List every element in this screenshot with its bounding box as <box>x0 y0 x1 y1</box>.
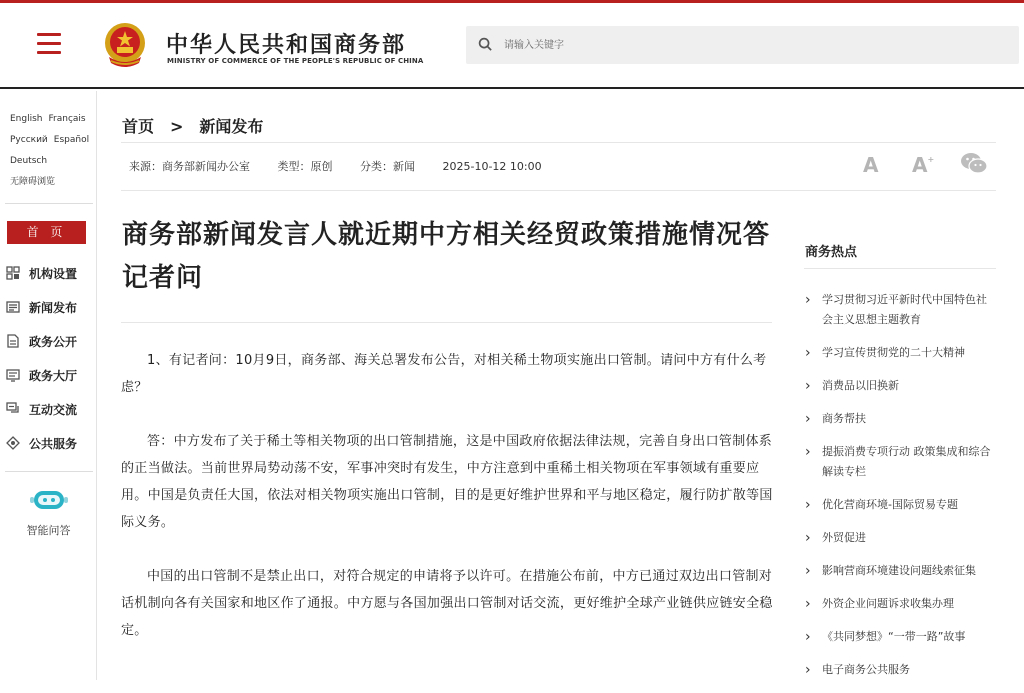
service-icon <box>6 436 20 450</box>
hot-topic-link[interactable]: › 优化营商环境-国际贸易专题 <box>805 495 995 515</box>
divider <box>804 268 996 269</box>
hot-topic-link[interactable]: › 商务帮扶 <box>805 409 995 429</box>
breadcrumb <box>122 114 263 137</box>
hall-icon <box>6 368 20 382</box>
font-plus-sign: + <box>927 155 935 165</box>
sidebar-item-label: 政务公开 <box>29 334 78 349</box>
breadcrumb-current[interactable]: 新闻发布 <box>199 117 264 136</box>
sidebar-item-label: 互动交流 <box>29 402 78 417</box>
meta-source: 来源：商务部新闻办公室 <box>129 160 250 173</box>
divider <box>5 471 93 472</box>
article-body <box>121 347 776 671</box>
hot-topics-list <box>805 290 995 693</box>
divider <box>121 322 772 323</box>
language-links <box>10 109 94 193</box>
sidebar-item-affairs[interactable] <box>6 324 94 358</box>
sidebar-item-interact[interactable] <box>6 392 94 426</box>
font-large-letter: A <box>912 153 928 177</box>
divider <box>121 190 996 191</box>
national-emblem-icon[interactable] <box>101 21 149 69</box>
article-paragraph: 中国的出口管制不是禁止出口，对符合规定的申请将予以许可。在措施公布前，中方已通过双边出口管制对话机制向各有关国家和地区作了通报。中方愿与各国加强出口管制对话交流，更好维护全球产业链供应链安全稳定。 <box>121 569 773 638</box>
hot-topic-link[interactable]: › 电子商务公共服务 <box>805 660 995 680</box>
sidebar-item-hall[interactable] <box>6 358 94 392</box>
lang-spanish-link[interactable]: Español <box>53 135 90 145</box>
sidebar-item-org[interactable] <box>6 256 94 290</box>
lang-french-link[interactable]: Français <box>48 114 86 124</box>
breadcrumb-separator: > <box>170 117 184 136</box>
hot-topic-link[interactable]: › 《共同梦想》“一带一路”故事 <box>805 627 995 647</box>
meta-date: 2025-10-12 10:00 <box>442 160 542 173</box>
lang-english-link[interactable]: English <box>10 114 43 124</box>
chat-icon <box>6 402 20 416</box>
sidebar-item-label: 机构设置 <box>29 266 78 281</box>
article-paragraph: 1、有记者问：10月9日，商务部、海关总署发布公告，对相关稀土物项实施出口管制。请问中方有什么考虑？ <box>121 353 767 395</box>
site-header <box>0 3 1024 89</box>
site-title-en: MINISTRY OF COMMERCE OF THE PEOPLE'S REPUBLIC OF CHINA <box>167 57 424 65</box>
breadcrumb-home-link[interactable]: 首页 <box>122 117 155 136</box>
lang-german-link[interactable]: Deutsch <box>10 156 48 166</box>
hot-topics-title: 商务热点 <box>805 245 858 260</box>
search-input[interactable] <box>504 35 984 55</box>
news-icon <box>6 300 20 314</box>
hot-topic-link[interactable]: › 提振消费专项行动 政策集成和综合解读专栏 <box>805 442 995 482</box>
hamburger-menu-icon[interactable] <box>37 33 61 55</box>
sidebar-item-news[interactable] <box>6 290 94 324</box>
hot-topic-link[interactable]: › 外贸促进 <box>805 528 995 548</box>
wechat-share-icon[interactable] <box>960 151 988 175</box>
search-icon[interactable] <box>478 37 493 52</box>
document-icon <box>6 334 20 348</box>
left-sidebar <box>0 91 97 680</box>
search-bar[interactable] <box>466 26 1019 64</box>
article-title: 商务部新闻发言人就近期中方相关经贸政策措施情况答记者问 <box>122 220 771 293</box>
site-title-cn[interactable]: 中华人民共和国商务部 <box>166 33 407 58</box>
hot-topic-link[interactable]: › 消费品以旧换新 <box>805 376 995 396</box>
divider <box>5 203 93 204</box>
sidebar-item-label: 公共服务 <box>29 436 78 451</box>
sidebar-item-service[interactable] <box>6 426 94 460</box>
robot-assistant-icon[interactable] <box>30 489 68 511</box>
font-size-small-button[interactable]: A <box>863 153 879 177</box>
lang-russian-link[interactable]: Русский <box>10 135 48 145</box>
meta-type: 类型：原创 <box>277 160 333 173</box>
accessibility-link[interactable]: 无障碍浏览 <box>10 177 56 187</box>
meta-category: 分类：新闻 <box>360 160 415 173</box>
hot-topic-link[interactable]: › 学习宣传贯彻党的二十大精神 <box>805 343 995 363</box>
sidebar-item-label: 政务大厅 <box>29 368 78 383</box>
hot-topic-link[interactable]: › 影响营商环境建设问题线索征集 <box>805 561 995 581</box>
font-size-large-button[interactable] <box>912 153 934 177</box>
article-paragraph: 答：中方发布了关于稀土等相关物项的出口管制措施，这是中国政府依据法律法规，完善自身出口管制体系的正当做法。当前世界局势动荡不安，军事冲突时有发生，中方注意到中重稀土相关物项在军事领域有重要应用。中国是负责任大国，依法对相关物项实施出口管制，目的是更好维护世界和平与地区稳定，履行防扩散等国际义务。 <box>121 434 773 530</box>
sidebar-item-label: 新闻发布 <box>29 300 78 315</box>
article-meta <box>129 158 566 174</box>
home-button[interactable]: 首 页 <box>7 221 86 244</box>
hot-topic-link[interactable]: › 外资企业问题诉求收集办理 <box>805 594 995 614</box>
hot-topic-link[interactable]: › 学习贯彻习近平新时代中国特色社会主义思想主题教育 <box>805 290 995 330</box>
org-grid-icon <box>6 266 20 280</box>
divider <box>121 142 996 143</box>
assistant-label[interactable]: 智能问答 <box>26 524 71 537</box>
sidebar-nav <box>6 256 94 460</box>
